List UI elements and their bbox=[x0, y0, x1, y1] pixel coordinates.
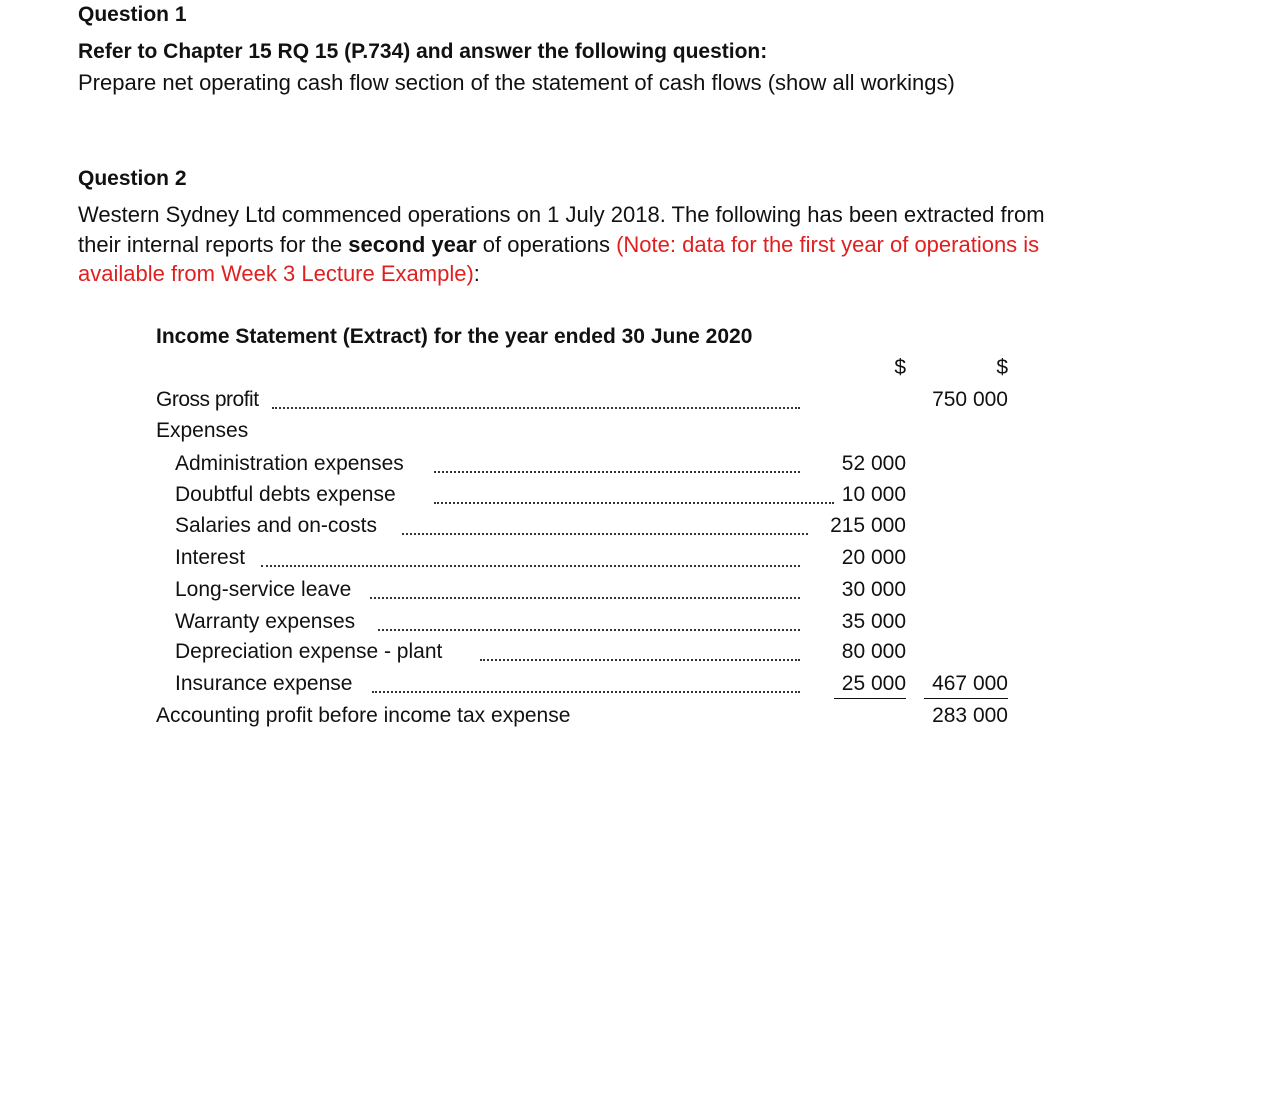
total-underline bbox=[924, 698, 1008, 699]
question-2-heading: Question 2 bbox=[78, 167, 187, 190]
question-1-instruction: Prepare net operating cash flow section of the statement of cash flows (show all workings) bbox=[78, 70, 955, 95]
profit-label: Accounting profit before income tax expense bbox=[156, 704, 571, 727]
expense-amount-salaries: 215 000 bbox=[830, 514, 906, 537]
question-2-line-3 bbox=[78, 259, 480, 289]
expense-amount-insurance: 25 000 bbox=[841, 672, 906, 695]
leader-dots bbox=[402, 533, 808, 535]
second-year-emphasis: second year bbox=[348, 232, 477, 257]
profit-total: 283 000 bbox=[932, 704, 1008, 727]
expense-label-doubtful-debts: Doubtful debts expense bbox=[175, 483, 396, 506]
question-2-line-2-text: their internal reports for the bbox=[78, 232, 349, 257]
colon: : bbox=[473, 261, 480, 286]
leader-dots bbox=[434, 471, 800, 473]
gross-profit-total: 750 000 bbox=[932, 388, 1008, 411]
expense-amount-doubtful-debts: 10 000 bbox=[841, 483, 906, 506]
question-1-heading: Question 1 bbox=[78, 3, 187, 26]
expense-amount-depreciation: 80 000 bbox=[841, 640, 906, 663]
leader-dots bbox=[370, 597, 800, 599]
expense-label-salaries: Salaries and on-costs bbox=[175, 514, 377, 537]
leader-dots bbox=[372, 691, 800, 693]
expense-label-warranty: Warranty expenses bbox=[175, 610, 356, 633]
total-expenses: 467 000 bbox=[932, 672, 1008, 695]
leader-dots bbox=[480, 659, 800, 661]
expense-label-depreciation: Depreciation expense - plant bbox=[175, 640, 443, 663]
leader-dots bbox=[378, 629, 800, 631]
column-1-currency: $ bbox=[894, 356, 906, 379]
question-2-line-1: Western Sydney Ltd commenced operations on 1 July 2018. The following has been extracted from bbox=[78, 202, 1045, 227]
expense-label-administration: Administration expenses bbox=[175, 452, 404, 475]
note-red-text: (Note: data for the first year of operations is bbox=[616, 232, 1040, 257]
leader-dots bbox=[434, 502, 834, 504]
leader-dots bbox=[272, 407, 800, 409]
expense-amount-interest: 20 000 bbox=[841, 546, 906, 569]
expense-label-insurance: Insurance expense bbox=[175, 672, 353, 695]
subtotal-underline bbox=[834, 698, 906, 699]
question-1-subheading: Refer to Chapter 15 RQ 15 (P.734) and answer the following question: bbox=[78, 40, 768, 63]
leader-dots bbox=[261, 565, 800, 567]
expenses-label: Expenses bbox=[156, 419, 249, 442]
statement-title: Income Statement (Extract) for the year ended 30 June 2020 bbox=[156, 325, 753, 348]
question-2-line-2-text-b: of operations bbox=[476, 232, 617, 257]
expense-amount-administration: 52 000 bbox=[841, 452, 906, 475]
expense-label-long-service-leave: Long-service leave bbox=[175, 578, 352, 601]
gross-profit-label: Gross profit bbox=[156, 388, 259, 411]
expense-amount-warranty: 35 000 bbox=[841, 610, 906, 633]
question-2-line-2 bbox=[78, 230, 1039, 260]
column-2-currency: $ bbox=[996, 356, 1008, 379]
expense-amount-long-service-leave: 30 000 bbox=[841, 578, 906, 601]
expense-label-interest: Interest bbox=[175, 546, 246, 569]
note-red-text-continued: available from Week 3 Lecture Example) bbox=[78, 261, 474, 286]
